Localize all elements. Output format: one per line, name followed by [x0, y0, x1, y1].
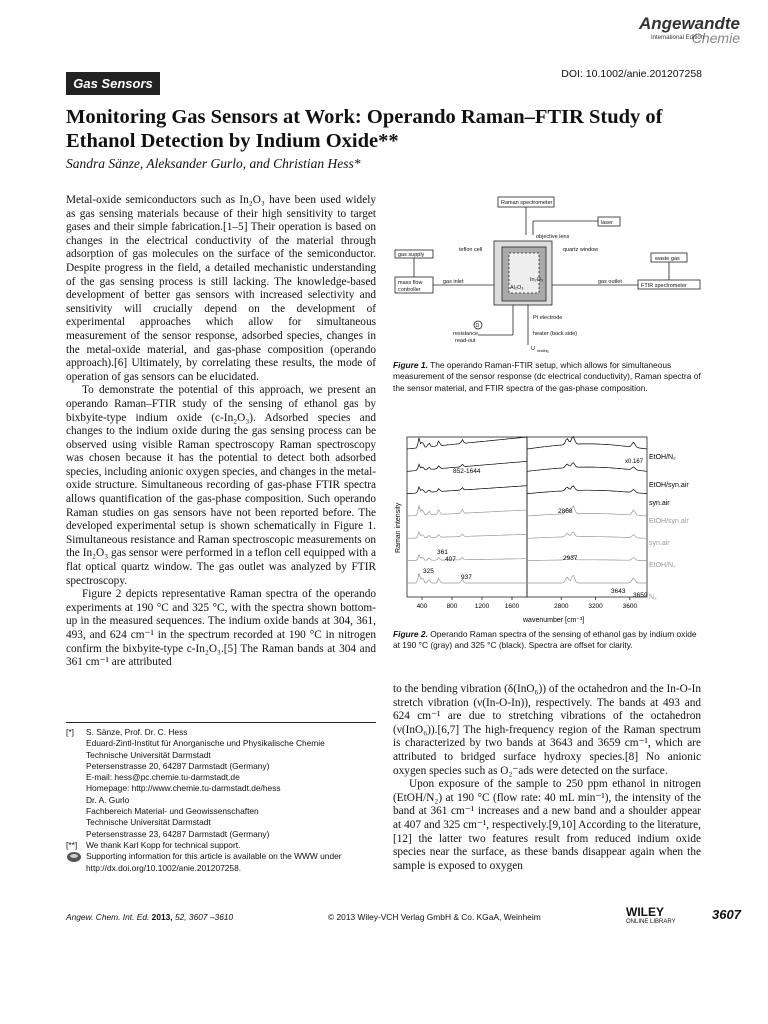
email-link[interactable]: E-mail: hess@pc.chemie.tu-darmstadt.de	[86, 772, 240, 783]
label-u: U	[531, 346, 535, 352]
journal-logo-sub: International Edition	[650, 35, 704, 41]
label-teflon-cell: teflon cell	[459, 247, 483, 253]
journal-year: 2013,	[151, 912, 173, 922]
label-laser: laser	[601, 220, 613, 226]
left-column	[66, 194, 376, 670]
footnote-mark: [*]	[66, 727, 74, 737]
paragraph: Upon exposure of the sample to 250 ppm ethanol in nitrogen (EtOH/N₂) at 190 °C (flow rate: 40 mL min⁻¹), the intensity of the band at 361 cm⁻¹ increases and a new band and a shoulder appear at 407 and 325 cm⁻¹, respectively.[9,10] According to the literature,[12] the latter two features result from reduced indium oxide species near the surface, as these bands disappear again when the sample is exposed to oxygen	[393, 778, 701, 872]
affiliation-line: Fachbereich Material- und Geowissenschaften	[86, 806, 259, 817]
x-tick-label: 800	[446, 603, 458, 610]
label-raman-spectrometer: Raman spectrometer	[501, 200, 553, 206]
journal-volume: 52, 3607 –3610	[174, 912, 234, 922]
label-mass-flow: mass flow	[398, 280, 423, 286]
section-badge: Gas Sensors	[66, 72, 160, 95]
label-resistance: resistance	[453, 331, 479, 337]
x-tick-label: 1600	[504, 603, 520, 610]
copyright: © 2013 Wiley-VCH Verlag GmbH & Co. KGaA, Weinheim	[328, 912, 541, 922]
legend-series-3: syn.air	[649, 540, 670, 547]
legend-series-4: EtOH/syn.air	[649, 518, 689, 525]
label-gas-inlet: gas inlet	[443, 279, 464, 285]
label-omega: Ω	[475, 323, 480, 329]
label-waste-gas: waste gas	[655, 256, 680, 262]
doi-link[interactable]: DOI: 10.1002/anie.201207258	[561, 68, 702, 80]
affiliation-line: Eduard-Zintl-Institut für Anorganische und Physikalische Chemie	[86, 738, 325, 749]
label-pt-electrode: Pt electrode	[533, 315, 563, 321]
affiliation-line: Petersenstrasse 23, 64287 Darmstadt (Germany)	[86, 828, 270, 839]
annotation-3659: 3659	[633, 592, 648, 599]
figure-2-caption-text: Operando Raman spectra of the sensing of ethanol gas by indium oxide at 190 °C (gray) and 325 °C (black). Spectra are offset for clarity.	[393, 629, 697, 651]
x-tick-label: 2800	[554, 603, 569, 610]
x-tick-label: 400	[416, 603, 428, 610]
annotation-852-1644: 852-1644	[453, 468, 481, 475]
online-library-label: ONLINE LIBRARY	[626, 919, 676, 925]
label-gas-outlet: gas outlet	[598, 279, 622, 285]
figure-2-label: Figure 2.	[393, 629, 428, 639]
legend-series-1: N₂	[649, 594, 657, 601]
paragraph: Metal-oxide semiconductors such as In₂O₃ have been used widely as gas sensing materials because of their high sensitivity to target gases and their simple fabrication.[1–5] Their operation is based on changes in the electrical conductivity of the material through adsorption of gas molecules on the surface of the semiconductor. Despite progress in the field, a detailed mechanistic understanding of the gas sensing process is still lacking. The knowledge-based development of better gas sensors with increased selectivity and sensitivity will crucially depend on the development of experimental approaches which allow for simultaneous measurement of the sensor response, adsorbed species, changes in the metal-oxide material, and gas-phase composition (operando approach).[6] Ultimately, by correlating these results, the mode of operation of gas sensors can be elucidated.	[66, 194, 376, 383]
article-title: Monitoring Gas Sensors at Work: Operando Raman–FTIR Study of Ethanol Detection by Indium Oxide**	[66, 106, 663, 152]
label-ftir-spectrometer: FTIR spectrometer	[641, 283, 687, 289]
label-read-out: read-out	[455, 338, 476, 344]
journal-logo: Angewandte	[638, 14, 740, 33]
page-number: 3607	[712, 907, 741, 922]
label-heater: heater (back side)	[533, 331, 578, 337]
x-tick-label: 3200	[588, 603, 603, 610]
annotation-407: 407	[445, 556, 456, 563]
homepage-link[interactable]: Homepage: http://www.chemie.tu-darmstadt.de/hess	[86, 783, 281, 794]
annotation-3643: 3643	[611, 588, 626, 595]
legend-series-2: EtOH/N₂	[649, 562, 676, 569]
label-in2o3: In₂O₃	[530, 277, 544, 283]
affiliation-line: Technische Universität Darmstadt	[86, 749, 211, 760]
label-al2o3: Al₂O₃	[510, 285, 524, 291]
acknowledgement: We thank Karl Kopp for technical support.	[86, 839, 241, 850]
label-gas-supply: gas supply	[398, 252, 425, 258]
wiley-logo: WILEY	[626, 905, 664, 919]
paragraph: To demonstrate the potential of this approach, we present an operando Raman–FTIR study of the sensing of ethanol gas by bixbyite-type indium oxide (c-In₂O₃). Adsorbed species and changes to the indium oxide during the gas sensing process can be observed using visible Raman spectroscopy Raman spectroscopy was chosen because it has the potential to detect both adsorbed species, including anionic oxygen species, and changes in the metal-oxide structure. Simultaneous recording of gas-phase FTIR spectra allows quantification of the gas-phase composition. Such operando Raman studies on gas sensors have not been reported before. The developed experimental setup is shown schematically in Figure 1. Simultaneous resistance and Raman spectroscopic measurements on the In₂O₃ gas sensor were performed in a teflon cell equipped with a flat optical quartz window. The gas outlet was analyzed by FTIR spectroscopy.	[66, 384, 376, 587]
figure-1-caption	[393, 360, 703, 394]
annotation-325: 325	[423, 568, 434, 575]
label-controller: controller	[398, 287, 421, 293]
legend-series-7: EtOH/N₂	[649, 454, 676, 461]
right-column	[393, 683, 701, 873]
footnote-divider	[66, 722, 376, 723]
y-axis-label: Raman intensity	[395, 502, 402, 553]
affiliation-line: Technische Universität Darmstadt	[86, 817, 211, 828]
affiliation-line: Dr. A. Gurlo	[86, 794, 130, 805]
footnotes	[66, 727, 376, 874]
paragraph: to the bending vibration (δ(InO₆)) of the octahedron and the In-O-In stretch vibration (ν(In-O-In)), respectively. The bands at 493 and 624 cm⁻¹ are due to stretching vibrations of the octahedron (ν(InO₆)).[6,7] The high-frequency region of the Raman spectrum is characterized by two bands at 3643 and 3659 cm⁻¹, which are attributed to bridged surface hydroxy species.[8] No anionic oxygen species such as O₂⁻ads were detected on the surface.	[393, 683, 701, 777]
annotation-361: 361	[437, 549, 448, 556]
annotation-2937: 2937	[563, 555, 578, 562]
affiliation-line: S. Sänze, Prof. Dr. C. Hess	[86, 727, 188, 737]
affiliation-line: Petersenstrasse 20, 64287 Darmstadt (Germany)	[86, 760, 270, 771]
author-list: Sandra Sänze, Aleksander Gurlo, and Christian Hess*	[66, 156, 361, 171]
label-quartz-window: quartz window	[563, 247, 599, 253]
journal-logo-chemie: Chemie	[691, 30, 740, 46]
x-tick-label: 3600	[622, 603, 638, 610]
paragraph: Figure 2 depicts representative Raman spectra of the operando experiments at 190 °C and 325 °C, with the spectra shown bottom-up in the measured sequences. The indium oxide bands at 304, 361, 493, and 624 cm⁻¹ in the spectrum recorded at 190 °C in nitrogen confirm the bixbyite-type c-In₂O₃.[5] The Raman bands at 304 and 361 cm⁻¹ are attributed	[66, 588, 376, 669]
annotation-2868: 2868	[558, 508, 573, 515]
legend-series-5: syn.air	[649, 500, 670, 507]
journal-name: Angew. Chem. Int. Ed.	[66, 912, 150, 922]
label-objective-lens: objective lens	[536, 234, 570, 240]
annotation-937: 937	[461, 574, 472, 581]
scale-label: x0.167	[625, 459, 644, 465]
x-axis-label: wavenumber [cm⁻¹]	[523, 617, 585, 624]
label-u-heating: heating	[537, 349, 549, 353]
figure-1-schematic	[393, 195, 705, 357]
journal-citation	[66, 912, 233, 922]
supporting-info-link[interactable]: Supporting information for this article is available on the WWW under http://dx.doi.org/10.1002/anie.201207258.	[86, 851, 342, 873]
figure-2-chart	[393, 433, 705, 625]
figure-1-caption-text: The operando Raman-FTIR setup, which allows for simultaneous measurement of the sensor response (dc electrical conductivity), Raman spectra of the sensor material, and FTIR spectra of the gas-phase composition.	[393, 360, 701, 393]
footnote-mark: [**]	[66, 839, 78, 850]
supporting-info-icon	[66, 851, 86, 874]
figure-1-label: Figure 1.	[393, 360, 428, 370]
figure-2-caption	[393, 629, 703, 652]
x-tick-label: 1200	[474, 603, 490, 610]
legend-series-6: EtOH/syn.air	[649, 482, 689, 489]
